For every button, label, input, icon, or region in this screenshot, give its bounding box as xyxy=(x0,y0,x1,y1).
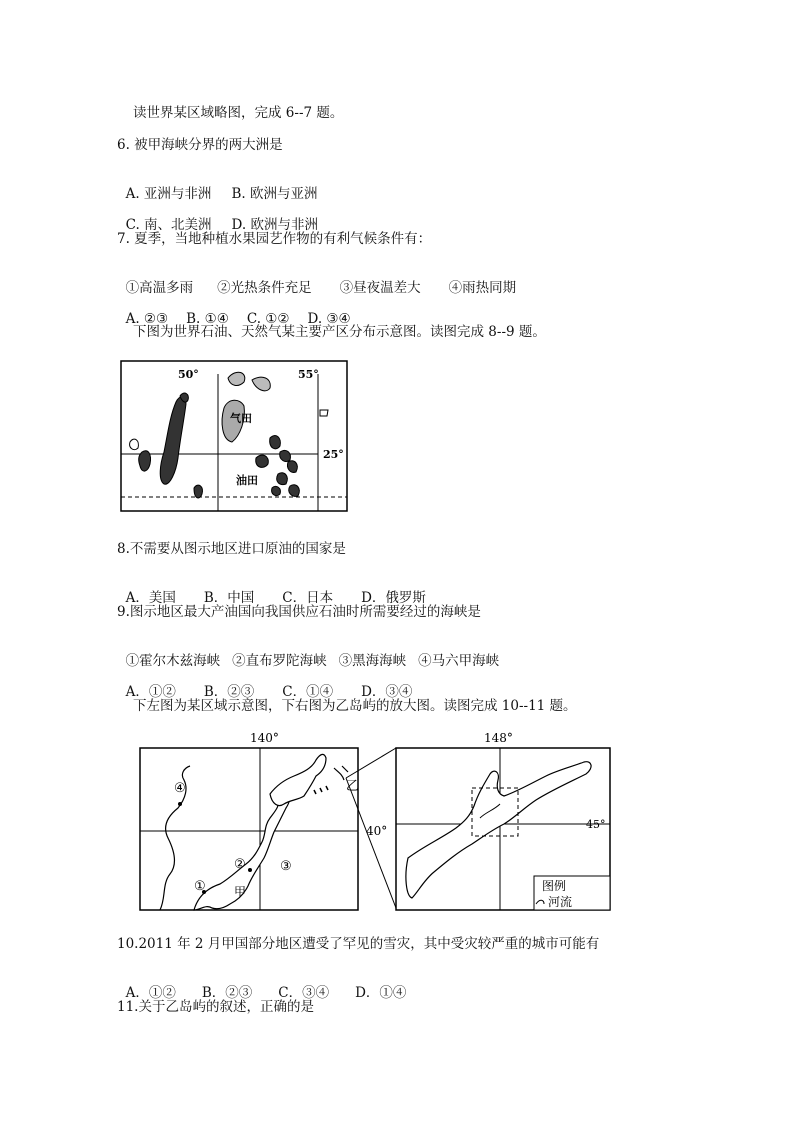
q7-stem: 7. 夏季，当地种植水果园艺作物的有利气候条件有： xyxy=(117,231,432,247)
map2-frame xyxy=(140,748,358,910)
q6-options-row2 xyxy=(117,198,318,234)
oil-gas-map xyxy=(120,360,348,512)
q7-option-a: A. ②③ xyxy=(125,311,169,327)
city-dot-4 xyxy=(178,802,182,806)
q9-options xyxy=(117,665,412,701)
q9-cond-1: ①霍尔木兹海峡 xyxy=(125,653,221,669)
q10-stem: 10.2011 年 2 月甲国部分地区遭受了罕见的雪灾，其中受灾较严重的城市可能有 xyxy=(117,936,600,952)
q7-cond-2: ②光热条件充足 xyxy=(217,280,312,296)
lat-25-label: 25° xyxy=(323,448,344,461)
marker-1: ① xyxy=(194,879,206,894)
q6-option-a: A. 亚洲与非洲 xyxy=(125,186,212,202)
q9-option-d: D．③④ xyxy=(361,684,413,700)
lat-45-label: 45° xyxy=(586,818,606,831)
intro-10-11: 下左图为某区域示意图，下右图为乙岛屿的放大图。读图完成 10--11 题。 xyxy=(133,698,577,714)
marker-2: ② xyxy=(234,857,246,872)
q10-option-a: A．①② xyxy=(125,985,176,1001)
oil-field xyxy=(256,455,269,467)
lat-40-label: 40° xyxy=(366,824,388,838)
q7-cond-3: ③昼夜温差大 xyxy=(339,280,421,296)
legend-river-label: 河流 xyxy=(548,895,573,909)
q6-option-d: D. 欧洲与非洲 xyxy=(231,217,318,233)
q9-option-b: B．②③ xyxy=(203,684,255,700)
q10-options xyxy=(117,966,406,1002)
q8-options xyxy=(117,571,426,607)
oil-field-label: 油田 xyxy=(236,474,258,487)
q8-stem: 8.不需要从图示地区进口原油的国家是 xyxy=(117,541,346,557)
oil-field xyxy=(272,486,281,495)
intro-6-7: 读世界某区域略图，完成 6--7 题。 xyxy=(133,105,344,121)
q9-option-a: A．①② xyxy=(125,684,176,700)
lon-148-label: 148° xyxy=(484,731,513,745)
q10-option-c: C．③④ xyxy=(278,985,330,1001)
oil-field xyxy=(139,451,151,471)
q8-option-c: C．日本 xyxy=(282,590,334,606)
q8-option-d: D．俄罗斯 xyxy=(361,590,426,606)
q9-cond-4: ④马六甲海峡 xyxy=(418,653,500,669)
q9-stem: 9.图示地区最大产油国向我国供应石油时所需要经过的海峡是 xyxy=(117,604,481,620)
lon-140-label: 140° xyxy=(250,731,279,745)
q10-option-b: B．②③ xyxy=(201,985,253,1001)
oil-field xyxy=(289,485,300,497)
island-shape xyxy=(130,439,139,449)
oil-field xyxy=(280,450,291,461)
q11-stem: 11.关于乙岛屿的叙述，正确的是 xyxy=(117,999,314,1015)
yi-label: 乙 xyxy=(346,779,360,794)
q7-option-b: B. ①④ xyxy=(186,311,229,327)
island-shape xyxy=(320,410,328,416)
q10-option-d: D．①④ xyxy=(355,985,407,1001)
q7-cond-1: ①高温多雨 xyxy=(125,280,194,296)
lon-55-label: 55° xyxy=(298,368,319,381)
region-maps xyxy=(138,728,618,918)
q6-option-b: B. 欧洲与亚洲 xyxy=(231,186,318,202)
jia-label: 甲 xyxy=(234,885,247,899)
q7-cond-4: ④雨热同期 xyxy=(448,280,517,296)
q8-option-a: A．美国 xyxy=(125,590,176,606)
q9-option-c: C．①④ xyxy=(282,684,334,700)
q9-cond-3: ③黑海海峡 xyxy=(338,653,407,669)
marker-4: ④ xyxy=(174,781,186,796)
city-dot-2 xyxy=(248,868,252,872)
q9-cond-2: ②直布罗陀海峡 xyxy=(232,653,327,669)
marker-3: ③ xyxy=(280,859,292,874)
intro-8-9: 下图为世界石油、天然气某主要产区分布示意图。读图完成 8--9 题。 xyxy=(133,324,546,340)
q8-option-b: B．中国 xyxy=(203,590,255,606)
q7-option-c: C. ①② xyxy=(246,311,290,327)
oil-field xyxy=(194,485,202,498)
oil-field xyxy=(270,436,281,449)
q6-option-c: C. 南、北美洲 xyxy=(125,217,212,233)
q7-option-d: D. ③④ xyxy=(307,311,351,327)
oil-field xyxy=(277,473,288,485)
lon-50-label: 50° xyxy=(178,368,199,381)
q6-stem: 6. 被甲海峡分界的两大洲是 xyxy=(117,137,283,153)
legend-title: 图例 xyxy=(542,879,567,893)
gas-field-label: 气田 xyxy=(230,412,252,425)
oil-field xyxy=(287,461,297,473)
